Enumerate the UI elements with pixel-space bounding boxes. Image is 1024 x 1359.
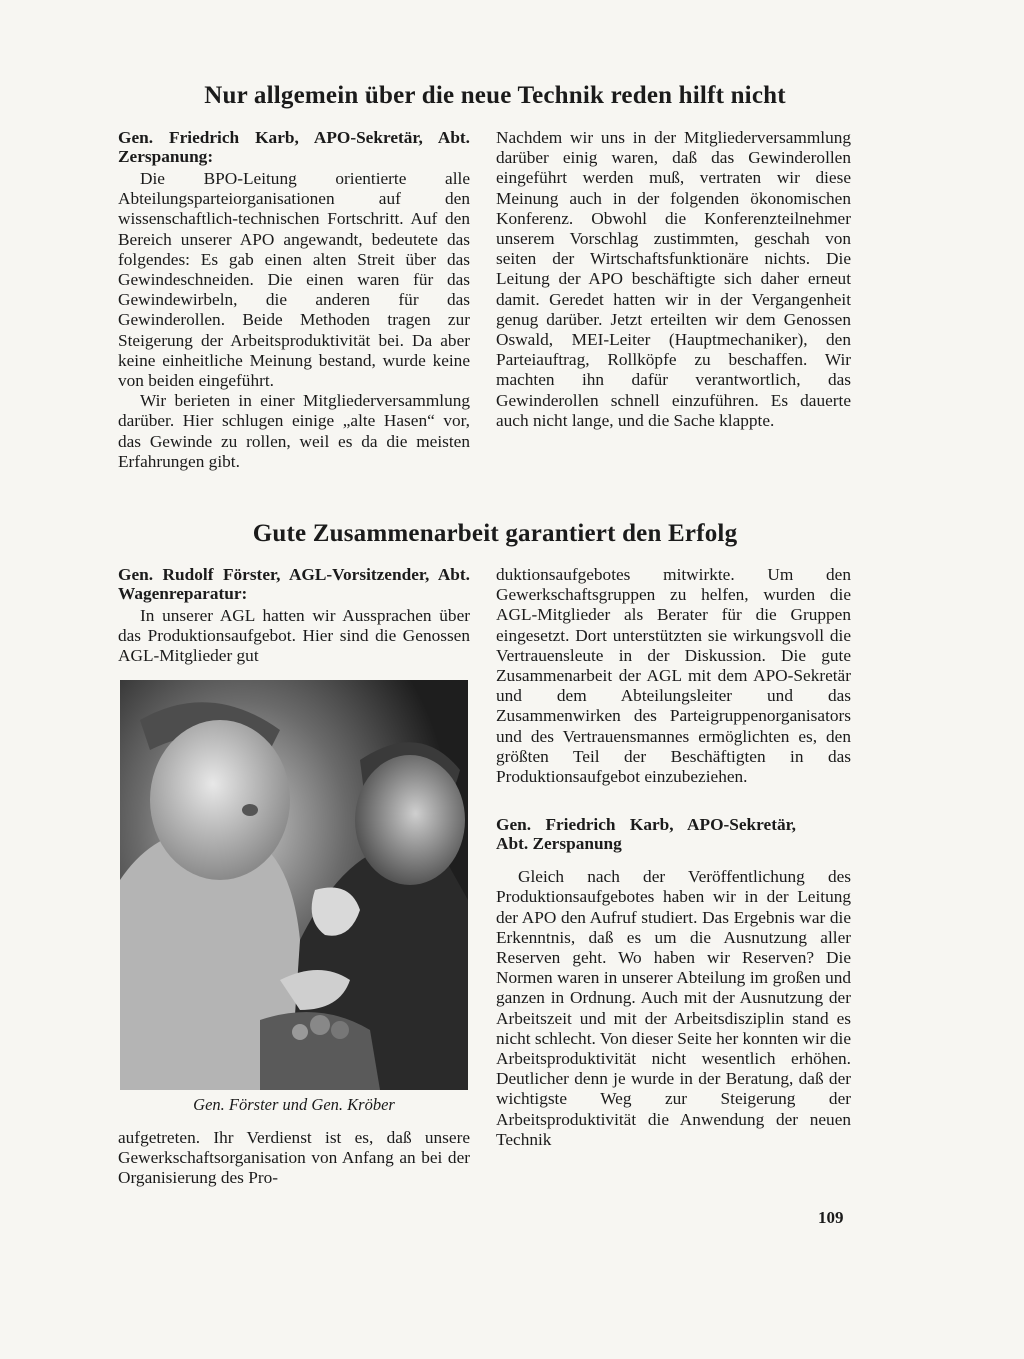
article2-author2: Gen. Friedrich Karb, APO-Sekretär, Abt. Zerspanung [496, 815, 796, 854]
article1-title: Nur allgemein über die neue Technik reden hilft nicht [204, 82, 786, 109]
article2-left-column-bottom [118, 1128, 470, 1189]
article1-paragraph-2: Wir berieten in einer Mitgliederversammlung darüber. Hier schlugen einige „alte Hasen“ vor, das Gewinde zu rollen, weil es da die meisten Erfahrungen gibt. [118, 391, 470, 471]
article2-author: Gen. Rudolf Förster, AGL-Vorsitzender, Abt. Wagenreparatur: [118, 565, 470, 603]
article1-paragraph-3: Nachdem wir uns in der Mitgliederversammlung darüber einig waren, daß das Gewinderollen eingeführt werden muß, vertraten wir diese Meinung auch in der folgenden ökonomischen Konferenz. Obwohl die Konferenzteilnehmer unserem Vorschlag zustimmten, geschah von seiten der Wirtschaftsfunktionäre nichts. Die Leitung der APO beschäftigte sich daher erneut damit. Geredet hatten wir in der Vergangenheit genug darüber. Jetzt erteilten wir dem Genossen Oswald, MEI-Leiter (Hauptmechaniker), den Parteiauftrag, Rollköpfe zu beschaffen. Wir machten ihn dafür verantwortlich, das Gewinderollen schnell einzuführen. Es dauerte auch nicht lange, und die Sache klappte. [496, 128, 851, 430]
photo-illustration [120, 680, 468, 1090]
article2-paragraph-2: aufgetreten. Ihr Verdienst ist es, daß unsere Gewerkschaftsorganisation von Anfang an bei der Organisierung des Pro- [118, 1128, 470, 1188]
article2-right-column [496, 565, 851, 1150]
article1-right-column [496, 128, 851, 431]
article1-author: Gen. Friedrich Karb, APO-Sekretär, Abt. Zerspanung: [118, 128, 470, 166]
article2-paragraph-3: duktionsaufgebotes mitwirkte. Um den Gewerkschaftsgruppen zu helfen, wurden die AGL-Mitglieder als Berater für die Gruppen eingesetzt. Dort unterstützten sie wirkungsvoll die Vertrauensleute in der Diskussion. Die gute Zusammenarbeit der AGL mit dem APO-Sekretär und dem Abteilungsleiter und das Zusammenwirken des Parteigruppenorganisators und des Vertrauensmannes ermöglichten es, den größten Teil der Beschäftigten in das Produktionsaufgebot einzubeziehen. [496, 565, 851, 787]
page-number: 109 [818, 1208, 844, 1227]
article2-paragraph-1: In unserer AGL hatten wir Aussprachen über das Produktionsaufgebot. Hier sind die Genossen AGL-Mitglieder gut [118, 606, 470, 666]
article1-paragraph-1: Die BPO-Leitung orientierte alle Abteilungsparteiorganisationen auf den wissenschaftlich-technischen Fortschritt. Auf den Bereich unserer APO angewandt, bedeutete das folgendes: Es gab einen alten Streit über das Gewindeschneiden. Die einen waren für das Gewindewirbeln, die anderen für das Gewinderollen. Beide Methoden tragen zur Steigerung der Arbeitsproduktivität bei. Da aber keine einheitliche Meinung bestand, wurde keine von beiden eingeführt. [118, 169, 470, 391]
article1-left-column [118, 128, 470, 472]
photo-caption: Gen. Förster und Gen. Kröber [193, 1095, 395, 1114]
article2-left-column-top [118, 565, 470, 667]
photo-two-men [120, 680, 468, 1090]
article2-title: Gute Zusammenarbeit garantiert den Erfolg [252, 520, 738, 547]
article2-paragraph-4: Gleich nach der Veröffentlichung des Produktionsaufgebotes haben wir in der Leitung der APO den Aufruf studiert. Das Ergebnis war die Erkenntnis, daß es um die Ausnutzung aller Reserven geht. Wo haben wir Reserven? Die Normen waren in unserer Abteilung im großen und ganzen in Ordnung. Auch mit der Ausnutzung der Arbeitszeit und mit der Arbeitsdisziplin stand es nicht schlecht. Von dieser Seite her konnten wir die Arbeitsproduktivität nicht wesentlich erhöhen. Deutlicher denn je wurde in der Beratung, daß der wichtigste Weg zur Steigerung der Arbeitsproduktivität die Anwendung der neuen Technik [496, 867, 851, 1149]
